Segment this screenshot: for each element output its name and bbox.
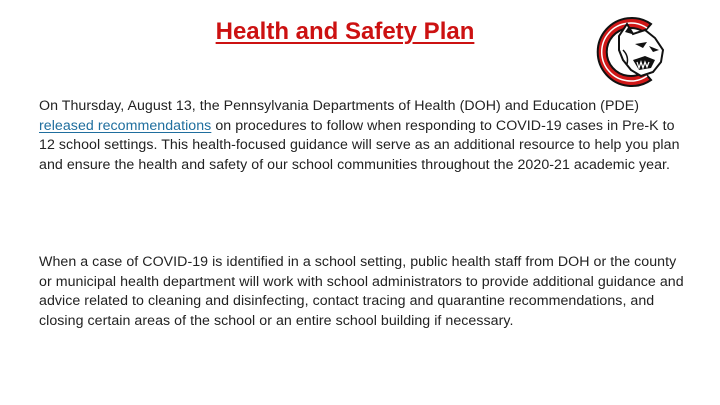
intro-text-start: On Thursday, August 13, the Pennsylvania Departments of Health (DOH) and Education (PDE)	[39, 98, 640, 114]
intro-text-end: on procedures to follow when responding to COVID-19 cases in Pre-K to 12 school settings. This health-focused guidance will serve as an additional resource to help you plan and ensure the health and safety of our school communities throughout the 2020-21 academic year.	[39, 117, 680, 173]
covid-case-paragraph: When a case of COVID-19 is identified in a school setting, public health staff from DOH or the county or municipal health department will work with school administrators to provide additional guidance and advice related to cleaning and disinfecting, contact tracing and quarantine recommendations, and closing certain areas of the school or an entire school building if necessary.	[39, 254, 684, 329]
panther-mascot-logo-icon	[589, 10, 669, 92]
released-recommendations-link[interactable]: released recommendations	[39, 117, 212, 134]
intro-paragraph	[39, 97, 685, 175]
slide-title: Health and Safety Plan	[215, 18, 475, 45]
